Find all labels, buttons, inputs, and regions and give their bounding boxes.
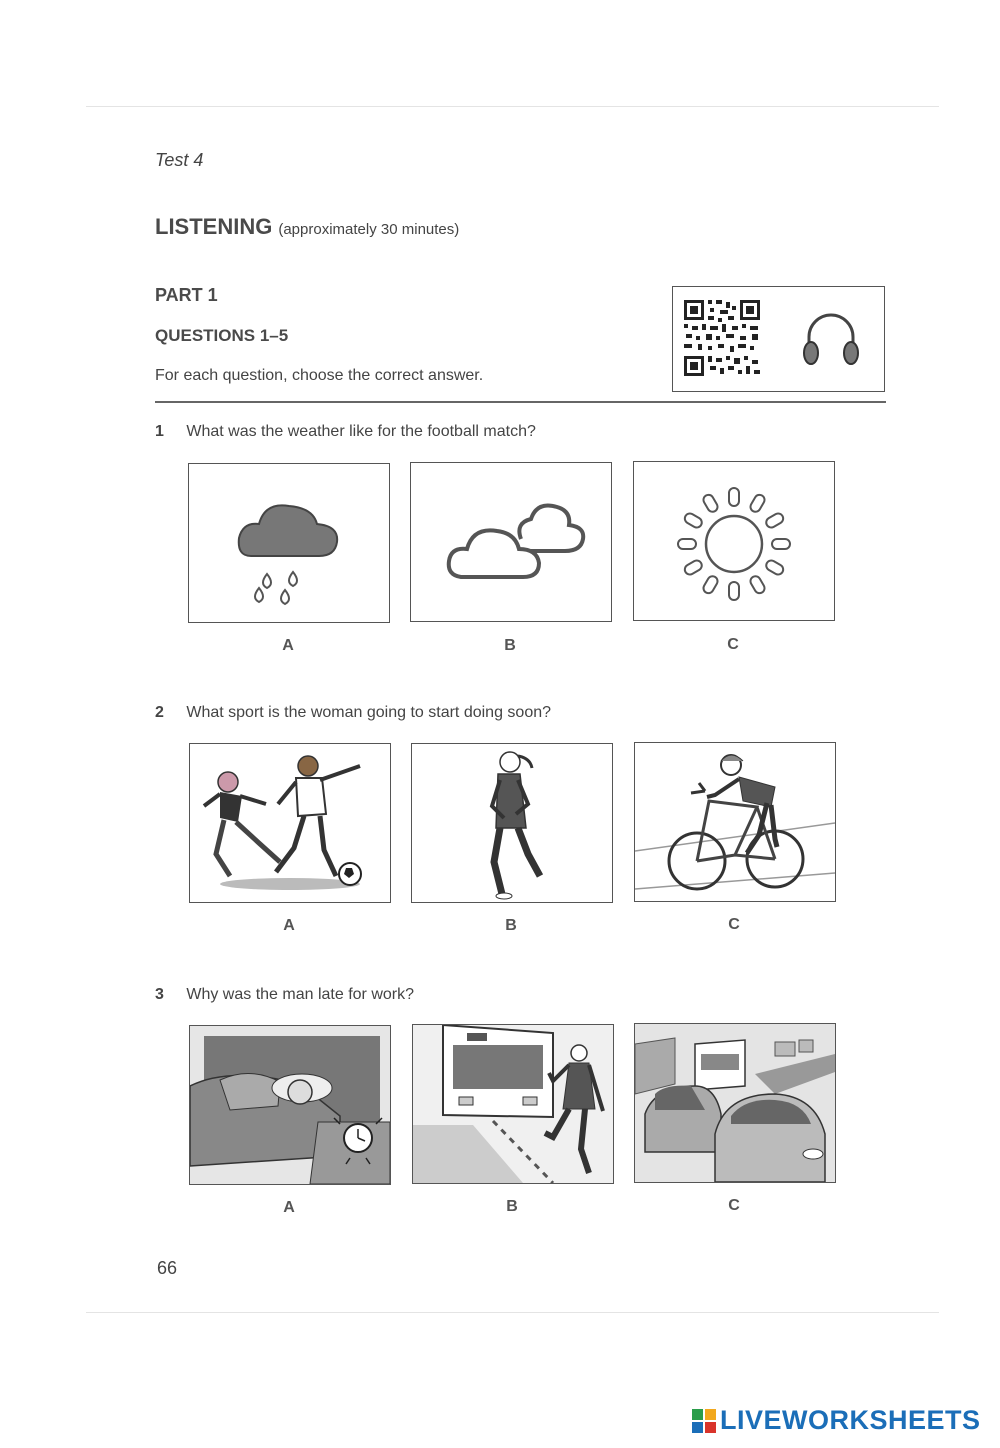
test-label: Test 4 bbox=[155, 150, 204, 170]
question-text: What was the weather like for the football match? bbox=[186, 423, 536, 440]
woman-jogging-image bbox=[412, 744, 612, 902]
bottom-rule bbox=[86, 1312, 939, 1313]
brand-logo[interactable]: LIVEWORKSHEETS bbox=[720, 1405, 981, 1435]
section-title: LISTENING bbox=[155, 214, 273, 239]
clouds-icon bbox=[411, 463, 611, 621]
top-rule bbox=[86, 106, 939, 107]
question-text: Why was the man late for work? bbox=[186, 986, 414, 1003]
option-letter: A bbox=[283, 1199, 295, 1216]
question-2 bbox=[155, 704, 551, 722]
questions-range: QUESTIONS 1–5 bbox=[155, 326, 289, 345]
page-number: 66 bbox=[157, 1258, 178, 1278]
question-number: 2 bbox=[155, 704, 164, 721]
liveworksheets-logo-icon bbox=[692, 1409, 716, 1433]
option-2b[interactable] bbox=[411, 743, 613, 903]
question-text: What sport is the woman going to start doing soon? bbox=[186, 704, 552, 721]
option-1a[interactable] bbox=[188, 463, 390, 623]
football-players-image bbox=[190, 744, 390, 902]
question-1 bbox=[155, 423, 536, 441]
option-3a[interactable] bbox=[189, 1025, 391, 1185]
part-divider bbox=[155, 401, 886, 403]
option-2a[interactable] bbox=[189, 743, 391, 903]
option-letter: A bbox=[282, 637, 294, 654]
part-title: PART 1 bbox=[155, 285, 218, 305]
option-2c[interactable] bbox=[634, 742, 836, 902]
woman-cycling-image bbox=[635, 743, 835, 901]
man-missing-bus-image bbox=[413, 1025, 613, 1183]
option-letter: B bbox=[505, 917, 517, 934]
traffic-jam-image bbox=[635, 1024, 835, 1182]
man-oversleeping-image bbox=[190, 1026, 390, 1184]
option-letter: B bbox=[506, 1198, 518, 1215]
audio-box bbox=[672, 286, 885, 392]
rain-cloud-icon bbox=[189, 464, 389, 622]
option-letter: C bbox=[728, 916, 740, 933]
headphones-icon[interactable] bbox=[799, 305, 863, 371]
question-number: 3 bbox=[155, 986, 164, 1003]
option-letter: B bbox=[504, 637, 516, 654]
qr-code-icon[interactable] bbox=[682, 298, 762, 378]
question-number: 1 bbox=[155, 423, 164, 440]
question-3 bbox=[155, 986, 414, 1004]
section-heading bbox=[155, 214, 459, 240]
option-letter: C bbox=[728, 1197, 740, 1214]
option-1b[interactable] bbox=[410, 462, 612, 622]
option-3c[interactable] bbox=[634, 1023, 836, 1183]
option-letter: A bbox=[283, 917, 295, 934]
option-1c[interactable] bbox=[633, 461, 835, 621]
sun-icon bbox=[634, 462, 834, 620]
option-letter: C bbox=[727, 636, 739, 653]
instruction-text: For each question, choose the correct answer. bbox=[155, 367, 484, 384]
section-subtitle: (approximately 30 minutes) bbox=[278, 221, 460, 238]
option-3b[interactable] bbox=[412, 1024, 614, 1184]
